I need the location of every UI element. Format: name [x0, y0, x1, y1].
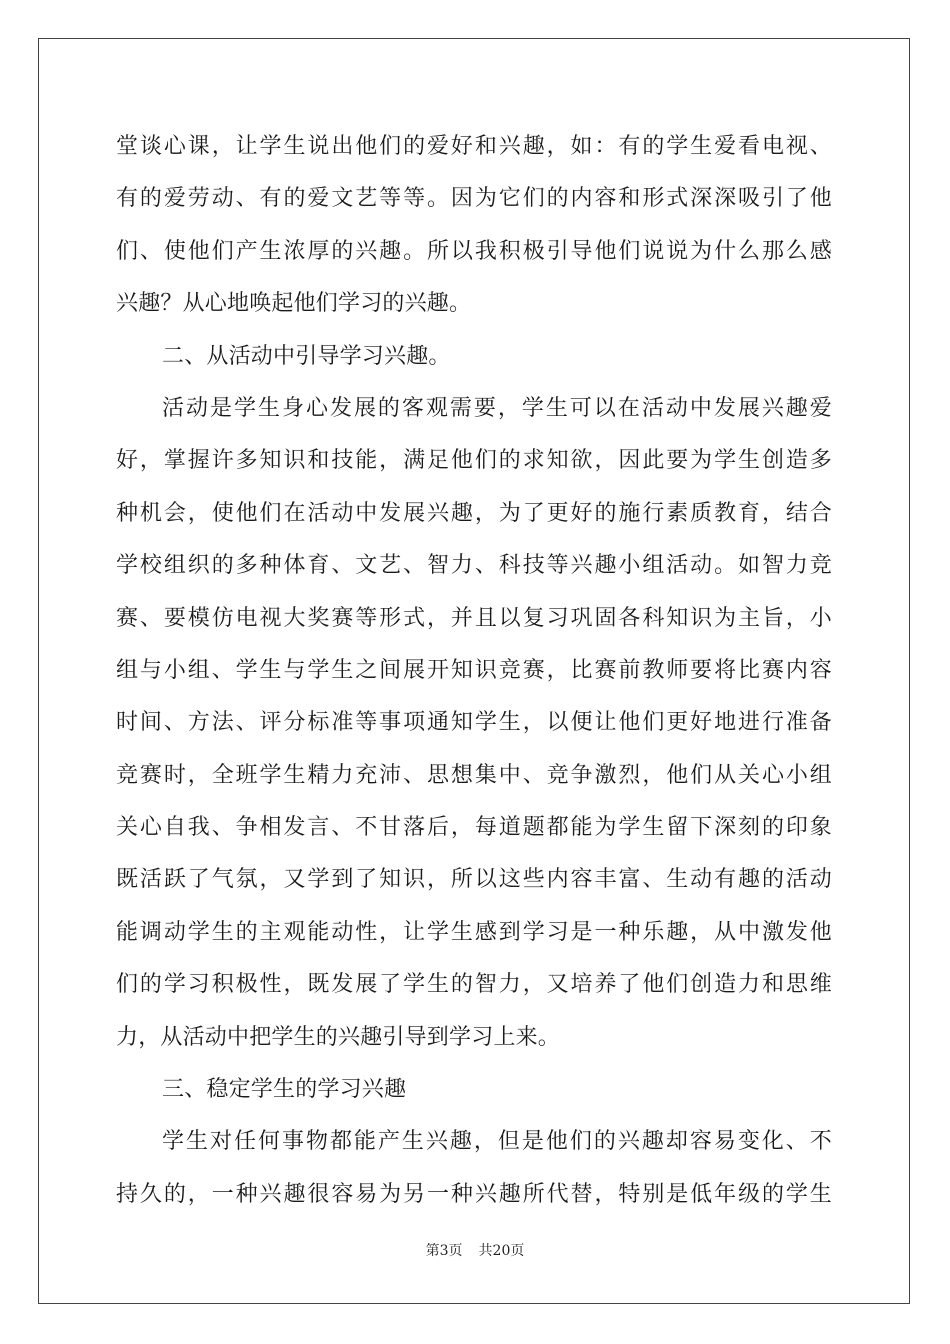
section-heading: 三、稳定学生的学习兴趣 — [162, 1077, 407, 1103]
total-pages: 共20页 — [478, 1243, 525, 1259]
text-line: 既活跃了气氛，又学到了知识，所以这些内容丰富、生动有趣的活动 — [116, 867, 832, 893]
text-line: 种机会，使他们在活动中发展兴趣，为了更好的施行素质教育，结合 — [116, 500, 832, 526]
document-body — [116, 121, 832, 1221]
text-line: 持久的，一种兴趣很容易为另一种兴趣所代替，特别是低年级的学生 — [116, 1181, 832, 1207]
text-line: 们的学习积极性，既发展了学生的智力，又培养了他们创造力和思维 — [116, 972, 832, 998]
text-line: 们、使他们产生浓厚的兴趣。所以我积极引导他们说说为什么那么感 — [116, 238, 832, 264]
page-footer — [0, 1240, 950, 1260]
text-line: 学校组织的多种体育、文艺、智力、科技等兴趣小组活动。如智力竞 — [116, 553, 832, 579]
text-line: 兴趣？从心地唤起他们学习的兴趣。 — [116, 291, 472, 317]
text-line: 好，掌握许多知识和技能，满足他们的求知欲，因此要为学生创造多 — [116, 448, 832, 474]
text-line: 活动是学生身心发展的客观需要，学生可以在活动中发展兴趣爱 — [162, 395, 832, 421]
text-line: 学生对任何事物都能产生兴趣，但是他们的兴趣却容易变化、不 — [162, 1129, 832, 1155]
text-line: 能调动学生的主观能动性，让学生感到学习是一种乐趣，从中激发他 — [116, 919, 832, 945]
text-line: 赛、要模仿电视大奖赛等形式，并且以复习巩固各科知识为主旨，小 — [116, 605, 832, 631]
text-line: 堂谈心课，让学生说出他们的爱好和兴趣，如：有的学生爱看电视、 — [116, 134, 832, 159]
text-line: 有的爱劳动、有的爱文艺等等。因为它们的内容和形式深深吸引了他 — [116, 186, 832, 212]
text-line: 力，从活动中把学生的兴趣引导到学习上来。 — [116, 1024, 561, 1050]
section-heading: 二、从活动中引导学习兴趣。 — [162, 343, 451, 369]
text-line: 竞赛时，全班学生精力充沛、思想集中、竞争激烈，他们从关心小组 — [116, 762, 832, 788]
text-line: 组与小组、学生与学生之间展开知识竞赛，比赛前教师要将比赛内容 — [116, 657, 832, 683]
page-number: 第3页 — [425, 1243, 463, 1259]
text-line: 关心自我、争相发言、不甘落后，每道题都能为学生留下深刻的印象 — [116, 815, 832, 841]
text-line: 时间、方法、评分标准等事项通知学生，以便让他们更好地进行准备 — [116, 710, 832, 736]
